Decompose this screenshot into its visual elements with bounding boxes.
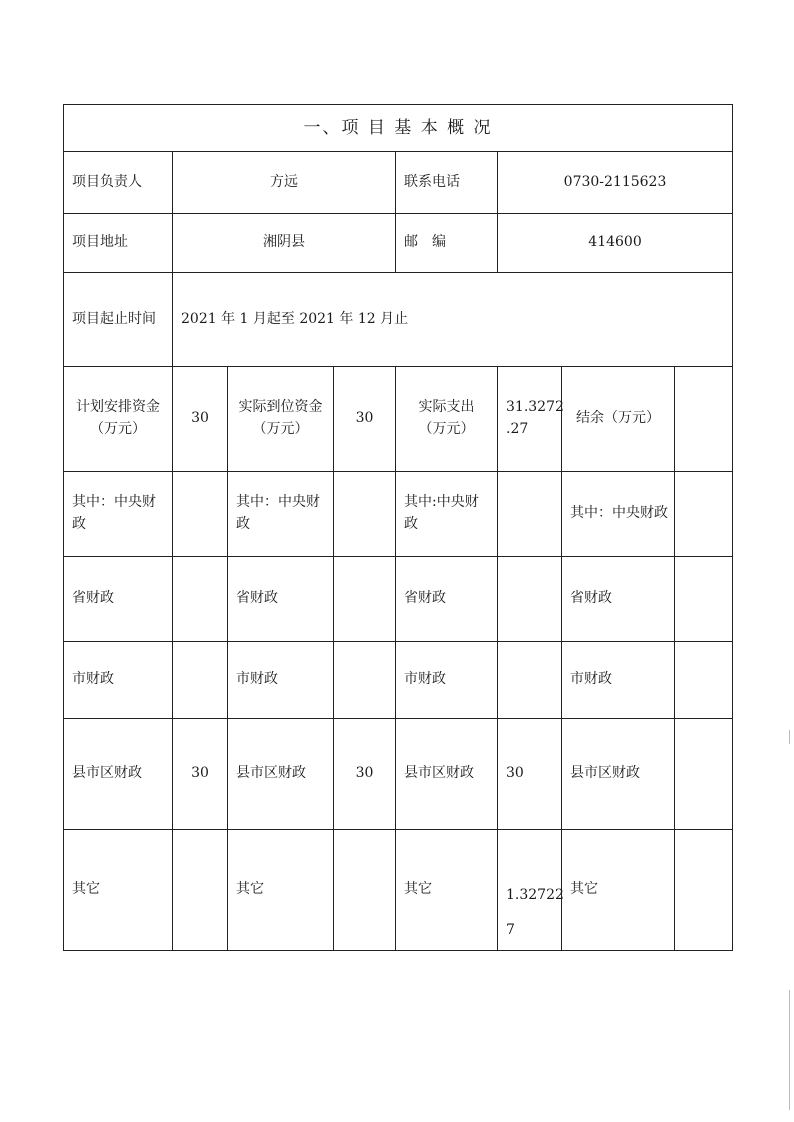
postcode-value: 414600 <box>498 214 733 273</box>
spend-source-value <box>498 719 562 830</box>
address-label: 项目地址 <box>64 214 173 273</box>
actual-source-label: 其它 <box>228 830 334 951</box>
leader-value: 方远 <box>173 152 396 214</box>
address-value: 湘阴县 <box>173 214 396 273</box>
spend-label <box>396 367 498 472</box>
planned-funds-value: 30 <box>173 367 228 472</box>
phone-label: 联系电话 <box>396 152 498 214</box>
table-row <box>64 472 733 557</box>
section-title: 一、项 目 基 本 概 况 <box>64 105 733 152</box>
spend-label-line2: （万元） <box>418 421 475 437</box>
planned-source-value: 30 <box>173 719 228 830</box>
planned-source-value <box>173 830 228 951</box>
planned-source-label: 县市区财政 <box>64 719 173 830</box>
balance-source-value <box>675 557 733 642</box>
planned-source-label: 省财政 <box>64 557 173 642</box>
balance-source-value <box>675 830 733 951</box>
spend-source-value <box>498 472 562 557</box>
table-row <box>64 642 733 719</box>
title-row <box>64 105 733 152</box>
actual-funds-label <box>228 367 334 472</box>
spend-source-label: 县市区财政 <box>396 719 498 830</box>
spend-source-value <box>498 830 562 951</box>
actual-funds-value: 30 <box>334 367 396 472</box>
spend-source-value <box>498 642 562 719</box>
spend-source-value <box>498 557 562 642</box>
actual-funds-label-line1: 实际到位资金 <box>238 399 323 416</box>
spend-label-line1: 实际支出 <box>418 399 475 416</box>
balance-source-value <box>675 642 733 719</box>
balance-source-label: 市财政 <box>562 642 675 719</box>
spend-source-label: 其它 <box>396 830 498 951</box>
scan-edge-mark <box>789 990 790 1110</box>
actual-funds-label-line2: （万元） <box>252 421 309 437</box>
actual-source-label: 省财政 <box>228 557 334 642</box>
balance-source-value <box>675 719 733 830</box>
spend-source-value-line2: 7 <box>506 922 515 939</box>
actual-source-value: 30 <box>334 719 396 830</box>
actual-source-value <box>334 830 396 951</box>
spend-value-line1: 31.3272 <box>506 399 564 416</box>
period-label: 项目起止时间 <box>64 273 173 367</box>
planned-funds-label-line1: 计划安排资金 <box>76 399 160 416</box>
balance-source-label: 其它 <box>562 830 675 951</box>
period-value: 2021 年 1 月起至 2021 年 12 月止 <box>173 273 733 367</box>
spend-source-label: 市财政 <box>396 642 498 719</box>
leader-row <box>64 152 733 214</box>
spend-value <box>498 367 562 472</box>
planned-source-label: 市财政 <box>64 642 173 719</box>
balance-source-value <box>675 472 733 557</box>
spend-source-label: 省财政 <box>396 557 498 642</box>
planned-funds-label <box>64 367 173 472</box>
table-row <box>64 557 733 642</box>
postcode-label: 邮 编 <box>396 214 498 273</box>
actual-source-label: 其中：中央财政 <box>228 472 334 557</box>
balance-source-label: 其中：中央财政 <box>562 472 675 557</box>
planned-source-value <box>173 642 228 719</box>
actual-source-label: 市财政 <box>228 642 334 719</box>
spend-source-value-line1: 30 <box>506 765 524 782</box>
spend-value-line2: .27 <box>506 421 529 437</box>
planned-source-label: 其中：中央财政 <box>64 472 173 557</box>
balance-source-label: 县市区财政 <box>562 719 675 830</box>
balance-source-label: 省财政 <box>562 557 675 642</box>
planned-source-value <box>173 557 228 642</box>
table-row <box>64 719 733 830</box>
actual-source-value <box>334 557 396 642</box>
actual-source-value <box>334 472 396 557</box>
spend-source-label: 其中:中央财政 <box>396 472 498 557</box>
spend-source-value-line1: 1.32722 <box>506 886 564 903</box>
table-row <box>64 830 733 951</box>
planned-source-label: 其它 <box>64 830 173 951</box>
balance-label: 结余（万元） <box>562 367 675 472</box>
leader-label: 项目负责人 <box>64 152 173 214</box>
period-row <box>64 273 733 367</box>
actual-source-value <box>334 642 396 719</box>
phone-value: 0730-2115623 <box>498 152 733 214</box>
scan-edge-mark <box>789 730 790 744</box>
funds-header-row <box>64 367 733 472</box>
actual-source-label: 县市区财政 <box>228 719 334 830</box>
planned-funds-label-line2: （万元） <box>90 421 146 437</box>
balance-value <box>675 367 733 472</box>
planned-source-value <box>173 472 228 557</box>
address-row <box>64 214 733 273</box>
project-overview-table <box>63 104 733 951</box>
